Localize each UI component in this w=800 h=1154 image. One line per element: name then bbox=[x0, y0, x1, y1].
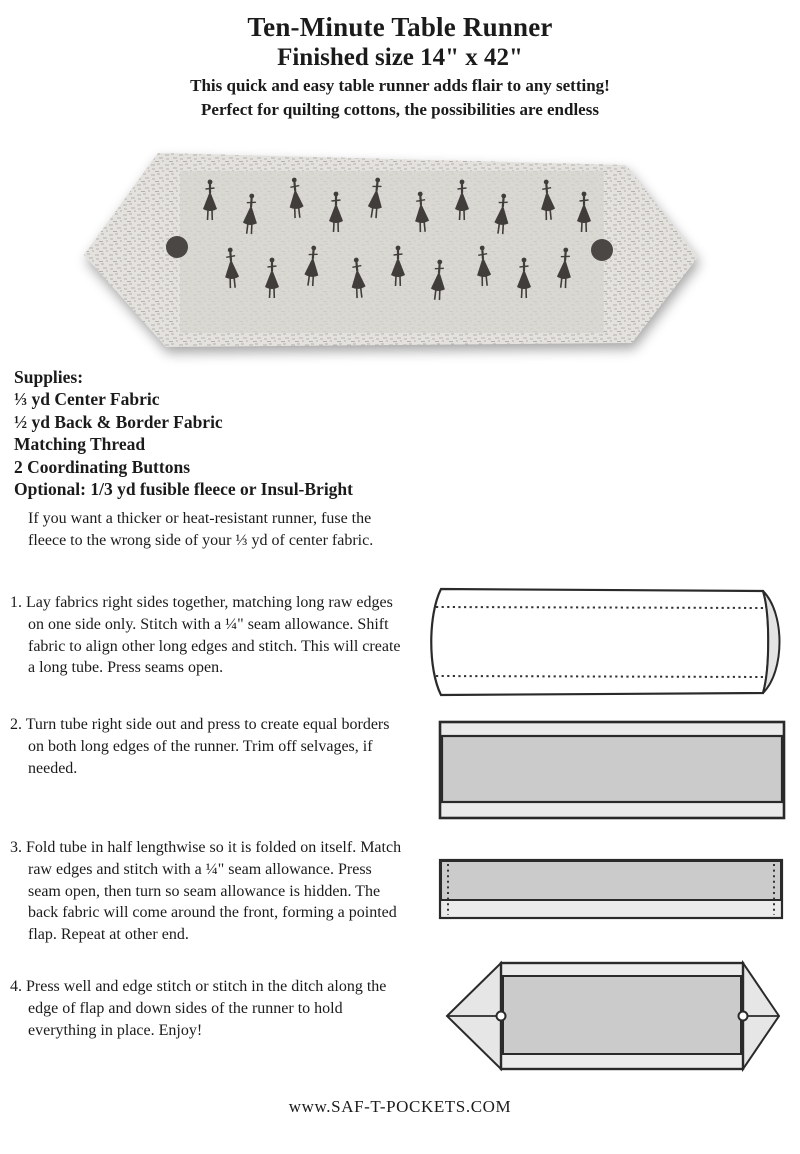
tagline-1: This quick and easy table runner adds flair to any setting! bbox=[190, 76, 610, 95]
step-number: 2. bbox=[10, 716, 22, 733]
supplies-item: ⅓ yd Center Fabric bbox=[14, 389, 160, 410]
step-text: Fold tube in half lengthwise so it is folded on itself. Match raw edges and stitch with a ¼" seam allowance. Press seam open, then turn so seam allowance is hidden. The back fabric will come around the front, forming a pointed flap. Repeat at other end. bbox=[26, 839, 402, 944]
footer-url: www.SAF-T-POCKETS.COM bbox=[288, 1097, 512, 1116]
step-item bbox=[10, 592, 408, 679]
center-fabric-area bbox=[503, 976, 741, 1054]
step-number: 1. bbox=[10, 594, 22, 611]
button-icon bbox=[497, 1012, 506, 1021]
diagram-step3-folded bbox=[438, 858, 784, 920]
diagram-step1-tube bbox=[424, 583, 794, 703]
step-text: Lay fabrics right sides together, matching long raw edges on one side only. Stitch with a ¼" seam allowance. Shift fabric to align other long edges and stitch. This will create a long tube. Press seams open. bbox=[26, 594, 401, 677]
runner-button-left bbox=[166, 236, 188, 258]
step-number: 4. bbox=[10, 978, 22, 995]
intro-paragraph: If you want a thicker or heat-resistant runner, fuse the fleece to the wrong side of your ⅓ yd of center fabric. bbox=[28, 510, 374, 549]
table-runner-photo bbox=[80, 133, 720, 369]
supplies-item: ½ yd Back & Border Fabric bbox=[14, 411, 223, 432]
step-text: Turn tube right side out and press to create equal borders on both long edges of the runner. Trim off selvages, if needed. bbox=[25, 716, 390, 777]
step-item bbox=[10, 837, 408, 946]
finished-size: Finished size 14" x 42" bbox=[277, 44, 523, 71]
supplies-item: 2 Coordinating Buttons bbox=[14, 456, 191, 477]
button-icon bbox=[739, 1012, 748, 1021]
step-item bbox=[10, 976, 408, 1041]
supplies-list bbox=[14, 366, 353, 500]
runner-button-right bbox=[591, 239, 613, 261]
diagram-step2-borders bbox=[438, 720, 786, 820]
supplies-heading: Supplies: bbox=[14, 367, 84, 387]
step-text: Press well and edge stitch or stitch in the ditch along the edge of flap and down sides of the runner to hold everything in place. Enjoy! bbox=[26, 978, 387, 1039]
folded-gray-layer bbox=[441, 861, 781, 900]
supplies-item: Optional: 1/3 yd fusible fleece or Insul-Bright bbox=[14, 479, 353, 500]
step-number: 3. bbox=[10, 839, 22, 856]
step-item bbox=[10, 714, 408, 779]
runner-center-panel bbox=[180, 171, 604, 333]
diagram-step4-finished bbox=[443, 959, 783, 1073]
tagline-2: Perfect for quilting cottons, the possibilities are endless bbox=[201, 100, 599, 119]
supplies-item: Matching Thread bbox=[14, 434, 146, 455]
center-fabric-area bbox=[442, 736, 782, 802]
page-title: Ten-Minute Table Runner bbox=[247, 12, 553, 42]
